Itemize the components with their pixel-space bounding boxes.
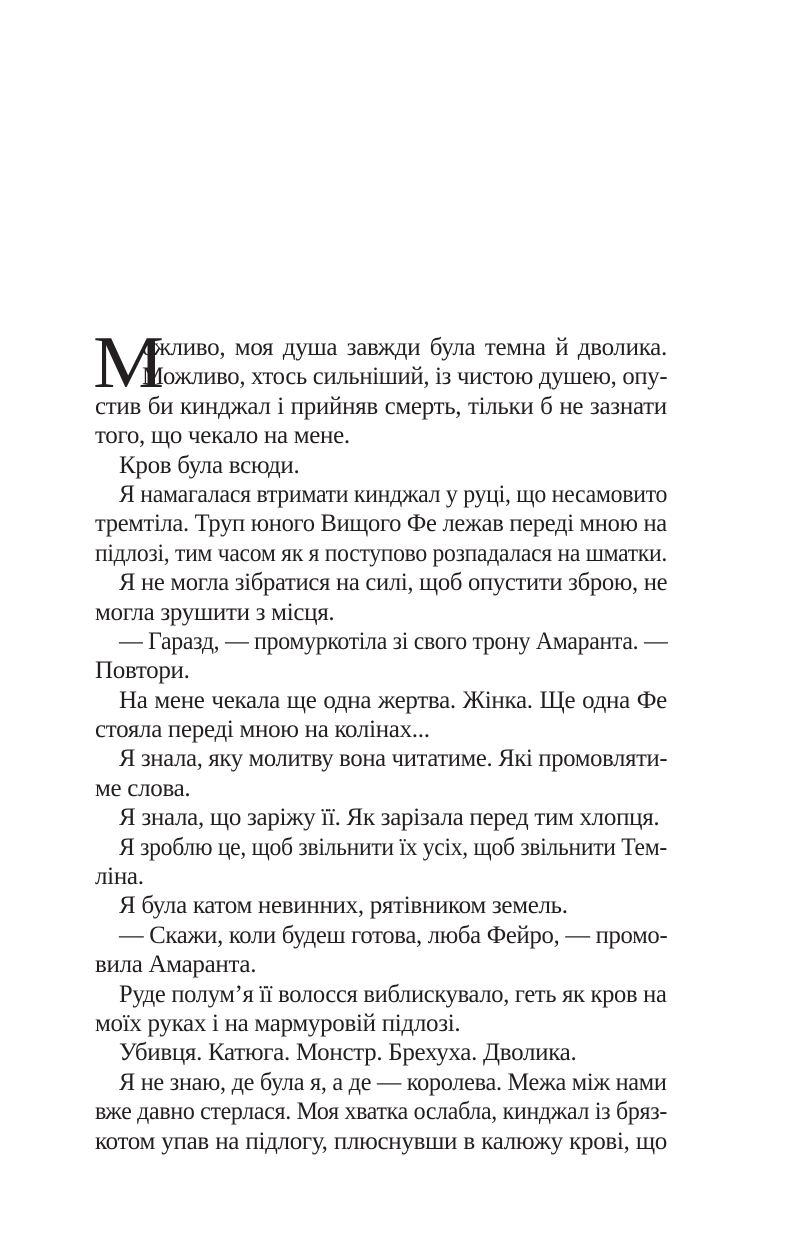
text-line: — Гаразд, — промуркотіла зі свого трону Амаранта. —: [119, 627, 668, 655]
text-line: Убивця. Катюга. Монстр. Брехуха. Дволика.: [119, 1039, 577, 1067]
text-line: підлозі, тим часом як я поступово розпадалася на шматки.: [95, 539, 667, 567]
text-line: стив би кинджал і прийняв смерть, тільки б не зазнати: [95, 392, 667, 420]
text-line: ліна.: [95, 863, 144, 891]
drop-cap: М: [93, 322, 165, 404]
text-line: На мене чекала ще одна жертва. Жінка. Ще одна Фе: [119, 686, 667, 714]
text-line: Я зроблю це, щоб звільнити їх усіх, щоб звільнити Тем-: [119, 833, 667, 861]
text-line: ожливо, моя душа завжди була темна й дволика.: [142, 334, 667, 361]
text-line: Я не знаю, де була я, а де — королева. Межа між нами: [119, 1068, 667, 1096]
text-line: Я намагалася втримати кинджал у руці, що несамовито: [119, 480, 668, 508]
text-line: Я не могла зібратися на силі, щоб опустити зброю, не: [119, 569, 668, 597]
text-line: котом упав на підлогу, плюснувши в калюжу крові, що: [95, 1127, 667, 1155]
text-line: Повтори.: [95, 657, 190, 685]
text-line: ме слова.: [95, 774, 191, 802]
text-line: моїх руках і на мармуровій підлозі.: [95, 1009, 461, 1037]
text-line: того, що чекало на мене.: [95, 422, 350, 450]
text-line: Можливо, хтось сильніший, із чистою душею, опу-: [142, 363, 668, 391]
text-line: тремтіла. Труп юного Вищого Фе лежав переді мною на: [95, 510, 667, 538]
text-line: Я знала, що заріжу її. Як зарізала перед тим хлопця.: [119, 804, 660, 832]
text-line: Руде полум’я її волосся виблискувало, геть як кров на: [119, 980, 667, 1008]
text-line: вила Амаранта.: [95, 951, 257, 979]
text-line: — Скажи, коли будеш готова, люба Фейро, — промо-: [119, 921, 668, 949]
text-line: могла зрушити з місця.: [95, 598, 335, 626]
body-text: [93, 322, 668, 1156]
text-line: Я була катом невинних, рятівником земель.: [119, 892, 568, 920]
text-line: Я знала, яку молитву вона читатиме. Які промовляти-: [119, 745, 668, 773]
text-line: Кров була всюди.: [119, 451, 300, 479]
text-line: вже давно стерлася. Моя хватка ослабла, кинджал із бряз-: [95, 1098, 668, 1126]
text-line: стояла переді мною на колінах...: [95, 716, 430, 744]
